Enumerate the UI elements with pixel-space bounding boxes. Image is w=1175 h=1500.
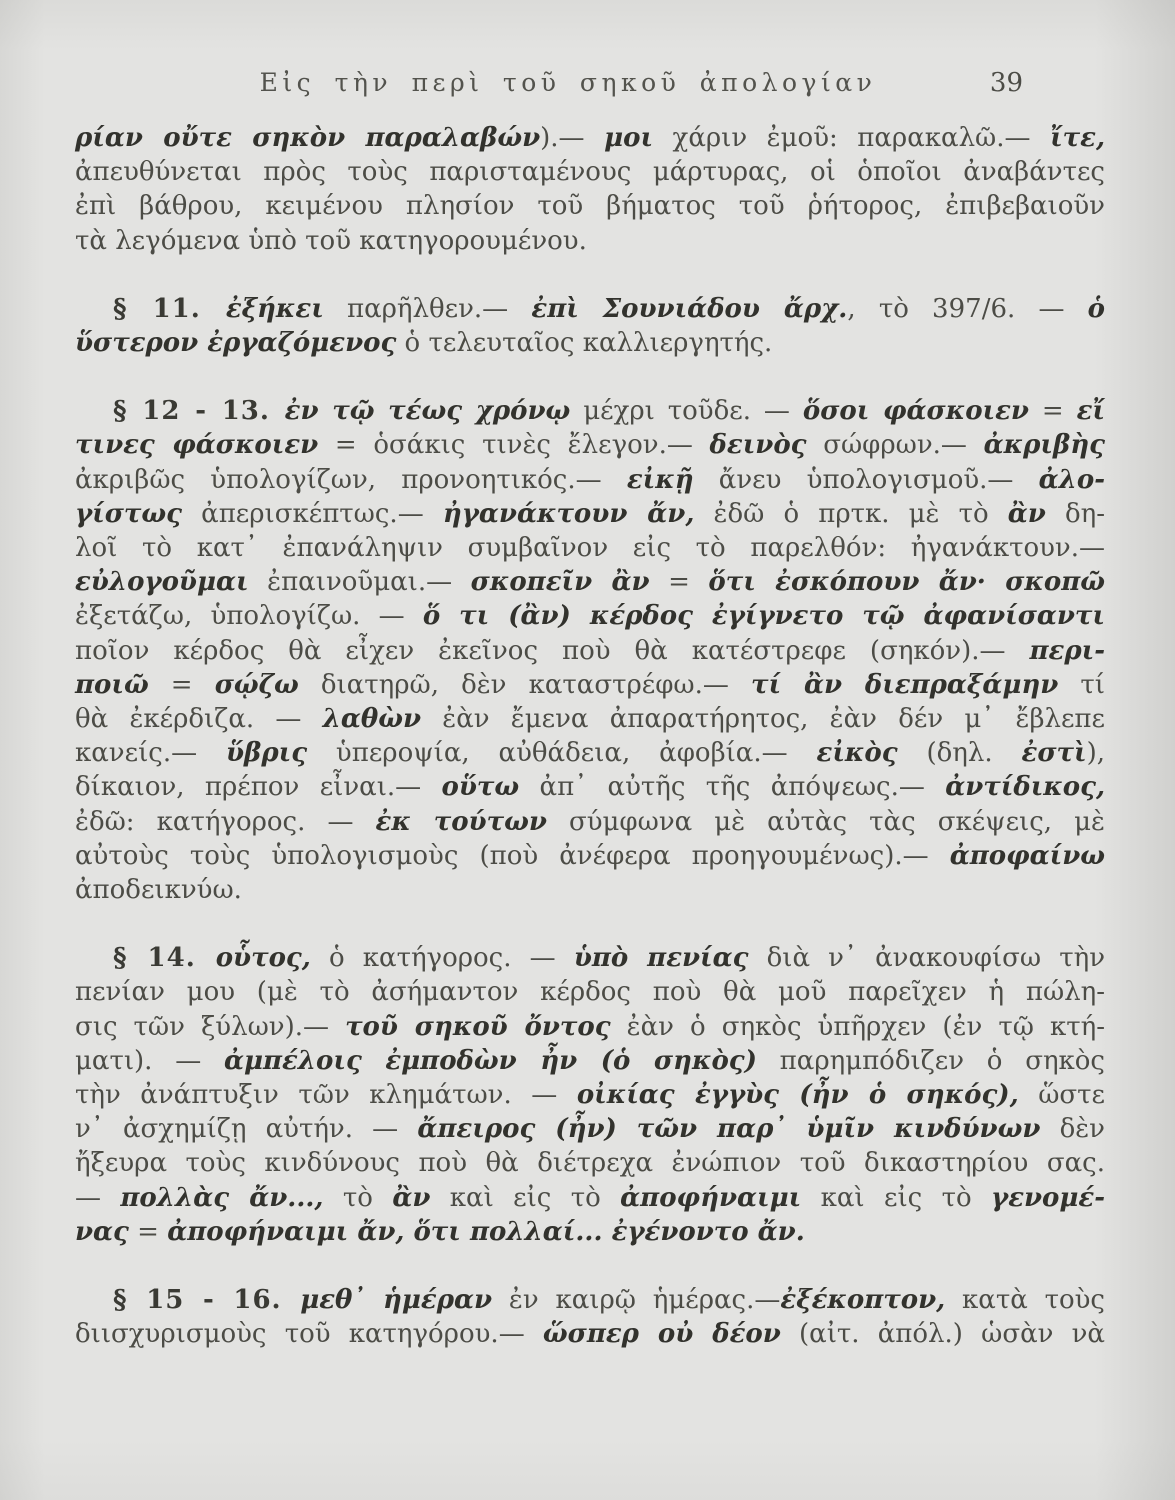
lemma-bold: ποιῶ bbox=[75, 669, 149, 700]
lemma-bold: ὕβρις bbox=[226, 738, 308, 769]
lemma-bold: γίστως bbox=[75, 498, 182, 529]
body-text: ), bbox=[1086, 738, 1105, 769]
body-text: σώφρων.— bbox=[806, 430, 984, 461]
text-line bbox=[75, 428, 1105, 462]
section-marker: § 15 - 16. bbox=[113, 1285, 301, 1316]
body-text: τὴν ἀνάπτυξιν τῶν κλημάτων. — bbox=[75, 1080, 577, 1111]
body-text: = bbox=[1028, 396, 1077, 427]
body-text: ὑπεροψία, αὐθάδεια, ἀφοβία.— bbox=[307, 738, 817, 769]
lemma-bold: τοῦ σηκοῦ ὄντος bbox=[345, 1011, 611, 1042]
lemma-bold: ὅτι ἐσκόπουν ἄν· σκοπῶ bbox=[708, 567, 1105, 598]
body-text: δίκαιον, πρέπον εἶναι.— bbox=[75, 772, 442, 803]
text-line bbox=[75, 770, 1105, 804]
lemma-bold: ἀλο- bbox=[1038, 464, 1105, 495]
body-text: = ὁσάκις τινὲς ἔλεγον.— bbox=[318, 430, 710, 461]
body-text: τὸ bbox=[323, 1182, 393, 1213]
lemma-bold: τί ἂν διεπραξάμην bbox=[750, 669, 1059, 700]
body-text: ποῖον κέρδος θὰ εἶχεν ἐκεῖνος ποὺ θὰ κατέστρεφε (σηκόν).— bbox=[75, 635, 1030, 666]
paragraph bbox=[75, 394, 1105, 907]
body-text: χάριν ἐμοῦ: παρακαλῶ.— bbox=[653, 123, 1051, 153]
body-text: ἐξετάζω, ὑπολογίζω. — bbox=[75, 601, 423, 632]
body-text: — bbox=[75, 1182, 121, 1213]
body-text: = bbox=[649, 567, 709, 598]
lemma-bold: ἀποφαίνω bbox=[949, 840, 1105, 871]
body-text: σύμφωνα μὲ αὐτὰς τὰς σκέψεις, μὲ bbox=[546, 806, 1105, 837]
text-line bbox=[75, 941, 1105, 975]
body-text: διὰ ν᾽ ἀνακουφίσω τὴν bbox=[748, 943, 1106, 974]
text-line bbox=[75, 189, 1105, 223]
body-text: σις τῶν ξύλων).— bbox=[75, 1011, 346, 1042]
lemma-bold: ἀκριβὴς bbox=[983, 430, 1105, 461]
body-text: ὁ τελευταῖος καλλιεργητής. bbox=[396, 328, 773, 359]
body-text: αὐτοὺς τοὺς ὑπολογισμοὺς (ποὺ ἀνέφερα προηγουμένως).— bbox=[75, 840, 950, 871]
lemma-bold: ἄπειρος (ἦν) τῶν παρ᾽ ὑμῖν κινδύνων bbox=[417, 1114, 1041, 1145]
body-text: τὰ λεγόμενα ὑπὸ τοῦ κατηγορουμένου. bbox=[75, 225, 587, 256]
text-line bbox=[75, 463, 1105, 497]
body-text: ἐν καιρῷ ἡμέρας.— bbox=[492, 1285, 781, 1316]
body-text: δη- bbox=[1045, 498, 1105, 529]
lemma-bold: ἂν bbox=[1007, 498, 1046, 529]
lemma-bold: ἂν bbox=[392, 1182, 431, 1213]
lemma-bold: ἀντίδικος, bbox=[945, 772, 1106, 803]
body-text: ὁ κατήγορος. — bbox=[310, 943, 574, 974]
body-text: ἐπαινοῦμαι.— bbox=[248, 567, 471, 598]
paragraph bbox=[75, 121, 1105, 258]
text-line bbox=[75, 1215, 1105, 1249]
lemma-bold: λαθὼν bbox=[322, 704, 422, 735]
body-text: ν᾽ ἀσχημίζῃ αὐτήν. — bbox=[75, 1114, 418, 1145]
text-line bbox=[75, 394, 1105, 428]
lemma-bold: εἰκῇ bbox=[626, 464, 694, 495]
text-line bbox=[75, 1181, 1105, 1215]
text-line bbox=[75, 1078, 1105, 1112]
text-line bbox=[75, 565, 1105, 599]
body-text: ἀποδεικνύω. bbox=[75, 875, 242, 906]
body-text: λοῖ τὸ κατ᾽ ἐπανάληψιν συμβαῖνον εἰς τὸ παρελθόν: ἠγανάκτουν.— bbox=[75, 533, 1105, 564]
text-line bbox=[75, 292, 1105, 326]
lemma-bold: ὁ bbox=[1087, 293, 1105, 324]
lemma-bold: μεθ᾽ ἡμέραν bbox=[300, 1285, 493, 1316]
lemma-bold: μοι bbox=[604, 123, 654, 153]
lemma-bold: γενομέ- bbox=[991, 1182, 1106, 1213]
text-line bbox=[75, 1010, 1105, 1044]
lemma-bold: περι- bbox=[1029, 635, 1105, 666]
body-text: παρημπόδιζεν ὁ σηκὸς bbox=[756, 1045, 1105, 1076]
text-line bbox=[75, 1112, 1105, 1146]
lemma-bold: ὅ τι (ἂν) κέρδος ἐγίγνετο τῷ ἀφανίσαντι bbox=[422, 601, 1105, 632]
body-text: τί bbox=[1058, 669, 1105, 700]
lemma-bold: ἐν τῷ τέως χρόνῳ bbox=[284, 396, 571, 427]
lemma-bold: ἀποφήναιμι ἄν, ὅτι πολλαί... ἐγένοντο ἄν. bbox=[167, 1216, 805, 1247]
body-text: ἐὰν ὁ σηκὸς ὑπῆρχεν (ἐν τῷ κτή- bbox=[610, 1011, 1105, 1042]
text-line bbox=[75, 805, 1105, 839]
body-text: ἀπερισκέπτως.— bbox=[182, 498, 443, 529]
body-text: (αἰτ. ἀπόλ.) ὡσὰν νὰ bbox=[780, 1319, 1105, 1350]
body-text: ἀπ᾽ αὐτῆς τῆς ἀπόψεως.— bbox=[519, 772, 946, 803]
lemma-bold: ρίαν οὔτε σηκὸν παραλαβών bbox=[75, 123, 541, 153]
body-text: ἐδῶ ὁ πρτκ. μὲ τὸ bbox=[694, 498, 1008, 529]
lemma-bold: ἐκ τούτων bbox=[375, 806, 547, 837]
lemma-bold: ὕστερον ἐργαζόμενος bbox=[75, 328, 397, 359]
text-line bbox=[75, 873, 1105, 907]
lemma-bold: οὕτω bbox=[441, 772, 520, 803]
body-text: ἀκριβῶς ὑπολογίζων, προνοητικός.— bbox=[75, 464, 627, 495]
body-text: ἄνευ ὑπολογισμοῦ.— bbox=[693, 464, 1039, 495]
lemma-bold: δεινὸς bbox=[709, 430, 807, 461]
lemma-bold: πολλὰς ἄν..., bbox=[120, 1182, 324, 1213]
body-text: κανείς.— bbox=[75, 738, 227, 769]
text-line bbox=[75, 497, 1105, 531]
lemma-bold: σκοπεῖν ἂν bbox=[470, 567, 650, 598]
text-line bbox=[75, 531, 1105, 565]
lemma-bold: ἀμπέλοις ἐμποδὼν ἦν (ὁ σηκὸς) bbox=[223, 1045, 757, 1076]
body-text: κατὰ τοὺς bbox=[945, 1285, 1105, 1316]
lemma-bold: εὐλογοῦμαι bbox=[75, 567, 249, 598]
body-text: πενίαν μου (μὲ τὸ ἀσήμαντον κέρδος ποὺ θὰ μοῦ παρεῖχεν ἡ πώλη- bbox=[75, 977, 1105, 1008]
lemma-bold: ἐξήκει bbox=[225, 293, 324, 324]
paragraph bbox=[75, 1283, 1105, 1351]
text-line bbox=[75, 702, 1105, 736]
paragraph bbox=[75, 941, 1105, 1249]
body-text: διισχυρισμοὺς τοῦ κατηγόρου.— bbox=[75, 1319, 543, 1350]
text-line bbox=[75, 1146, 1105, 1180]
text-line bbox=[75, 1283, 1105, 1317]
body-text: ἐδῶ: κατήγορος. — bbox=[75, 806, 376, 837]
lemma-bold: ἐστὶ bbox=[1021, 738, 1087, 769]
body-text: , τὸ 397/6. — bbox=[847, 293, 1088, 324]
text-line bbox=[75, 599, 1105, 633]
text-line bbox=[75, 1317, 1105, 1351]
section-marker: § 12 - 13. bbox=[113, 396, 285, 427]
text-line bbox=[75, 975, 1105, 1009]
text-line bbox=[75, 736, 1105, 770]
text-line bbox=[75, 155, 1105, 189]
body-text: θὰ ἐκέρδιζα. — bbox=[75, 704, 323, 735]
text-line bbox=[75, 839, 1105, 873]
text-line bbox=[75, 1044, 1105, 1078]
body-text: δὲν bbox=[1040, 1114, 1105, 1145]
lemma-bold: ἴτε, bbox=[1050, 123, 1105, 153]
lemma-bold: ἐξέκοπτον, bbox=[780, 1285, 946, 1316]
section-marker: § 11. bbox=[113, 293, 226, 324]
body-text: ἤξευρα τοὺς κινδύνους ποὺ θὰ διέτρεχα ἐνώπιον τοῦ δικαστηρίου σας. bbox=[75, 1148, 1105, 1179]
lemma-bold: ἐπὶ Σουνιάδου ἄρχ. bbox=[531, 293, 848, 324]
body-text: καὶ εἰς τὸ bbox=[430, 1182, 621, 1213]
text-line bbox=[75, 668, 1105, 702]
text-line bbox=[75, 224, 1105, 258]
lemma-bold: σῴζω bbox=[214, 669, 299, 700]
lemma-bold: οἰκίας ἐγγὺς (ἦν ὁ σηκός), bbox=[576, 1080, 1019, 1111]
body-text: μέχρι τοῦδε. — bbox=[570, 396, 803, 427]
body-text: διατηρῶ, δὲν καταστρέφω.— bbox=[298, 669, 751, 700]
body-text: ).— bbox=[540, 123, 605, 153]
section-marker: § 14. bbox=[113, 943, 216, 974]
running-title: Εἰς τὴν περὶ τοῦ σηκοῦ ἀπολογίαν bbox=[259, 68, 877, 97]
lemma-bold: ὥσπερ οὐ δέον bbox=[542, 1319, 781, 1350]
body-text: ματι). — bbox=[75, 1045, 224, 1076]
lemma-bold: ἠγανάκτουν ἄν, bbox=[442, 498, 695, 529]
lemma-bold: ὅσοι φάσκοιεν bbox=[802, 396, 1029, 427]
page-number: 39 bbox=[989, 68, 1023, 98]
body-text: (δηλ. bbox=[897, 738, 1022, 769]
lemma-bold: νας bbox=[75, 1216, 129, 1247]
lemma-bold: εἰκὸς bbox=[816, 738, 898, 769]
body-text: ὥστε bbox=[1018, 1080, 1106, 1111]
lemma-bold: εἴ bbox=[1076, 396, 1105, 427]
lemma-bold: τινες φάσκοιεν bbox=[75, 430, 319, 461]
body-text: = bbox=[148, 669, 215, 700]
body-text: καὶ εἰς τὸ bbox=[801, 1182, 992, 1213]
text-line bbox=[75, 634, 1105, 668]
lemma-bold: ὑπὸ πενίας bbox=[573, 943, 749, 974]
page-header bbox=[75, 68, 1105, 98]
lemma-bold: οὗτος, bbox=[215, 943, 311, 974]
body-text: ἀπευθύνεται πρὸς τοὺς παρισταμένους μάρτυρας, οἱ ὁποῖοι ἀναβάντες bbox=[75, 157, 1105, 188]
text-block bbox=[75, 121, 1105, 1352]
body-text: ἐπὶ βάθρου, κειμένου πλησίον τοῦ βήματος τοῦ ῥήτορος, ἐπιβεβαιοῦν bbox=[75, 191, 1105, 222]
lemma-bold: ἀποφήναιμι bbox=[620, 1182, 802, 1213]
body-text: παρῆλθεν.— bbox=[323, 293, 532, 324]
paragraph bbox=[75, 292, 1105, 360]
text-line bbox=[75, 326, 1105, 360]
body-text: = bbox=[128, 1216, 168, 1247]
body-text: ἐὰν ἔμενα ἀπαρατήρητος, ἐὰν δέν μ᾽ ἔβλεπε bbox=[421, 704, 1105, 735]
text-line bbox=[75, 121, 1105, 155]
